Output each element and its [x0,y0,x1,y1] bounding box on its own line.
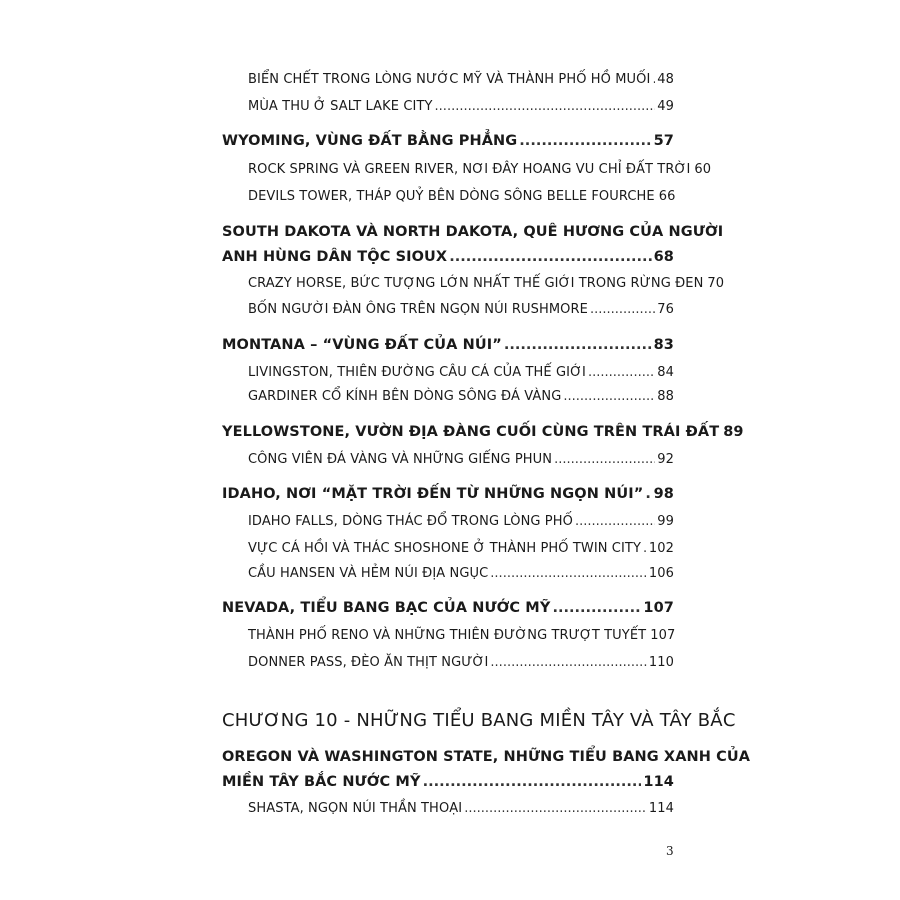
toc-section-page: 83 [653,337,674,353]
toc-entry-page: 88 [657,389,674,404]
toc-section-page: 114 [643,774,674,790]
dot-leader [575,514,655,529]
toc-entry-page: 60 [694,162,712,177]
toc-entry-page: 110 [648,655,674,670]
toc-entry-title: CẦU HANSEN VÀ HẺM NÚI ĐỊA NGỤC [248,566,489,581]
toc-section-title-line1: OREGON VÀ WASHINGTON STATE, NHỮNG TIỂU BANG XANH CỦA [222,749,751,765]
toc-section [222,337,674,353]
toc-entry-page: 66 [658,189,676,204]
dot-leader [490,566,647,581]
toc-entry-title: BỐN NGƯỜI ĐÀN ÔNG TRÊN NGỌN NÚI RUSHMORE [248,302,588,317]
toc-section-title-line1: SOUTH DAKOTA VÀ NORTH DAKOTA, QUÊ HƯƠNG CỦA NGƯỜI [222,224,724,240]
toc-section [222,774,674,790]
dot-leader [645,486,651,502]
toc-entry [248,72,674,87]
toc-entry [248,566,674,581]
toc-entry-page: 70 [707,276,725,291]
toc-entry [248,389,674,404]
toc-entry [248,452,674,467]
toc-entry-title: MÙA THU Ở SALT LAKE CITY [248,99,433,114]
toc-section-page: 98 [653,486,674,502]
toc-entry-title: IDAHO FALLS, DÒNG THÁC ĐỔ TRONG LÒNG PHỐ [248,514,573,529]
dot-leader [563,389,655,404]
toc-section-page: 57 [653,133,674,149]
toc-section [222,600,674,616]
toc-entry-title: LIVINGSTON, THIÊN ĐƯỜNG CÂU CÁ CỦA THẾ GIỚI [248,365,586,380]
toc-entry-title: CRAZY HORSE, BỨC TƯỢNG LỚN NHẤT THẾ GIỚI TRONG RỪNG ĐEN [248,276,704,291]
toc-entry-title: DEVILS TOWER, THÁP QUỶ BÊN DÒNG SÔNG BELLE FOURCHE [248,189,655,204]
toc-entry [248,276,725,291]
toc-section-title: NEVADA, TIỂU BANG BẠC CỦA NƯỚC MỸ [222,600,551,616]
toc-entry [248,365,674,380]
dot-leader [464,801,647,816]
dot-leader [423,774,642,790]
page-number: 3 [666,844,674,858]
toc-section-title-line2: MIỀN TÂY BẮC NƯỚC MỸ [222,774,421,790]
toc-section-page: 68 [653,249,674,265]
toc-entry-page: 49 [657,99,674,114]
toc-entry-page: 107 [650,628,676,643]
toc-section-title: MONTANA – “VÙNG ĐẤT CỦA NÚI” [222,337,502,353]
toc-section [222,249,674,265]
chapter-heading: CHƯƠNG 10 - NHỮNG TIỂU BANG MIỀN TÂY VÀ TÂY BẮC [222,710,736,731]
toc-entry-title: GARDINER CỔ KÍNH BÊN DÒNG SÔNG ĐÁ VÀNG [248,389,562,404]
toc-section-page: 107 [643,600,674,616]
toc-section-page: 89 [723,424,744,440]
dot-leader [588,365,655,380]
toc-entry-page: 76 [657,302,674,317]
toc-entry-title: VỰC CÁ HỒI VÀ THÁC SHOSHONE Ở THÀNH PHỐ TWIN CITY [248,541,642,556]
dot-leader [554,452,655,467]
toc-section [222,133,674,149]
toc-section-title: YELLOWSTONE, VƯỜN ĐỊA ĐÀNG CUỐI CÙNG TRÊN TRÁI ĐẤT [222,424,720,440]
toc-entry-page: 84 [657,365,674,380]
toc-entry-title: CÔNG VIÊN ĐÁ VÀNG VÀ NHỮNG GIẾNG PHUN [248,452,553,467]
dot-leader [449,249,651,265]
toc-entry [248,628,674,643]
toc-section [222,486,674,502]
toc-entry-title: ROCK SPRING VÀ GREEN RIVER, NƠI ĐÂY HOANG VU CHỈ ĐẤT TRỜI [248,162,691,177]
toc-entry [248,514,674,529]
dot-leader [435,99,656,114]
toc-section-title: WYOMING, VÙNG ĐẤT BẰNG PHẲNG [222,133,518,149]
toc-entry-page: 99 [657,514,674,529]
toc-section-title-line2: ANH HÙNG DÂN TỘC SIOUX [222,249,448,265]
toc-entry [248,655,674,670]
dot-leader [643,541,647,556]
toc-entry-title: SHASTA, NGỌN NÚI THẦN THOẠI [248,801,463,816]
toc-section-title: IDAHO, NƠI “MẶT TRỜI ĐẾN TỪ NHỮNG NGỌN NÚI” [222,486,644,502]
toc-entry-page: 114 [648,801,674,816]
toc-entry-page: 102 [648,541,674,556]
toc-entry [248,189,674,204]
toc-entry [248,99,674,114]
toc-entry [248,541,674,556]
toc-entry [248,302,674,317]
toc-section [222,424,744,440]
toc-entry [248,162,712,177]
toc-entry-page: 106 [648,566,674,581]
dot-leader [490,655,646,670]
toc-entry-title: THÀNH PHỐ RENO VÀ NHỮNG THIÊN ĐƯỜNG TRƯỢT TUYẾT [248,628,647,643]
toc-entry-title: BIỂN CHẾT TRONG LÒNG NƯỚC MỸ VÀ THÀNH PHỐ HỒ MUỐI [248,72,651,87]
toc-entry-page: 48 [657,72,674,87]
toc-entry-title: DONNER PASS, ĐÈO ĂN THỊT NGƯỜI [248,655,489,670]
toc-entry [248,801,674,816]
dot-leader [590,302,655,317]
dot-leader [504,337,652,353]
dot-leader [519,133,651,149]
toc-entry-page: 92 [657,452,674,467]
dot-leader [552,600,641,616]
dot-leader [652,72,655,87]
